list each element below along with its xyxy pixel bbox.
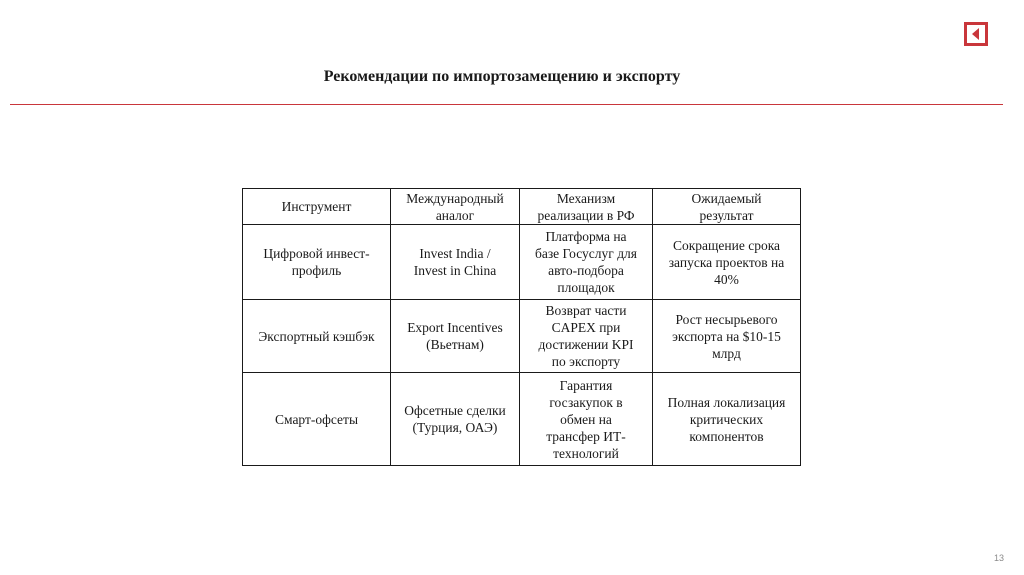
title-divider: [10, 104, 1003, 105]
table-row: [243, 300, 801, 373]
header-instrument: Инструмент: [243, 189, 391, 225]
page-number: 13: [994, 553, 1005, 563]
cell-instrument: Экспортный кэшбэк: [243, 300, 391, 373]
cell-result: Полная локализация критических компонентов: [653, 373, 801, 466]
cell-result: Рост несырьевого экспорта на $10-15 млрд: [653, 300, 801, 373]
cell-analog: Invest India / Invest in China: [391, 225, 520, 300]
page-title: Рекомендации по импортозамещению и экспорту: [323, 68, 681, 85]
back-arrow-logo-svg: [964, 22, 988, 46]
cell-instrument: Цифровой инвест- профиль: [243, 225, 391, 300]
cell-instrument: Смарт-офсеты: [243, 373, 391, 466]
cell-analog: Export Incentives (Вьетнам): [391, 300, 520, 373]
header-expected-result: Ожидаемый результат: [653, 189, 801, 225]
cell-mechanism: Платформа на базе Госуслуг для авто-подбора площадок: [520, 225, 653, 300]
table-row: [243, 225, 801, 300]
header-mechanism: Механизм реализации в РФ: [520, 189, 653, 225]
table-row: [243, 373, 801, 466]
table-header-row: [243, 189, 801, 225]
cell-mechanism: Возврат части CAPEX при достижении KPI по экспорту: [520, 300, 653, 373]
cell-analog: Офсетные сделки (Турция, ОАЭ): [391, 373, 520, 466]
cell-mechanism: Гарантия госзакупок в обмен на трансфер ИТ- технологий: [520, 373, 653, 466]
back-arrow-logo-icon[interactable]: [964, 22, 988, 46]
header-international-analog: Международный аналог: [391, 189, 520, 225]
cell-result: Сокращение срока запуска проектов на 40%: [653, 225, 801, 300]
recommendations-table: [242, 188, 801, 466]
